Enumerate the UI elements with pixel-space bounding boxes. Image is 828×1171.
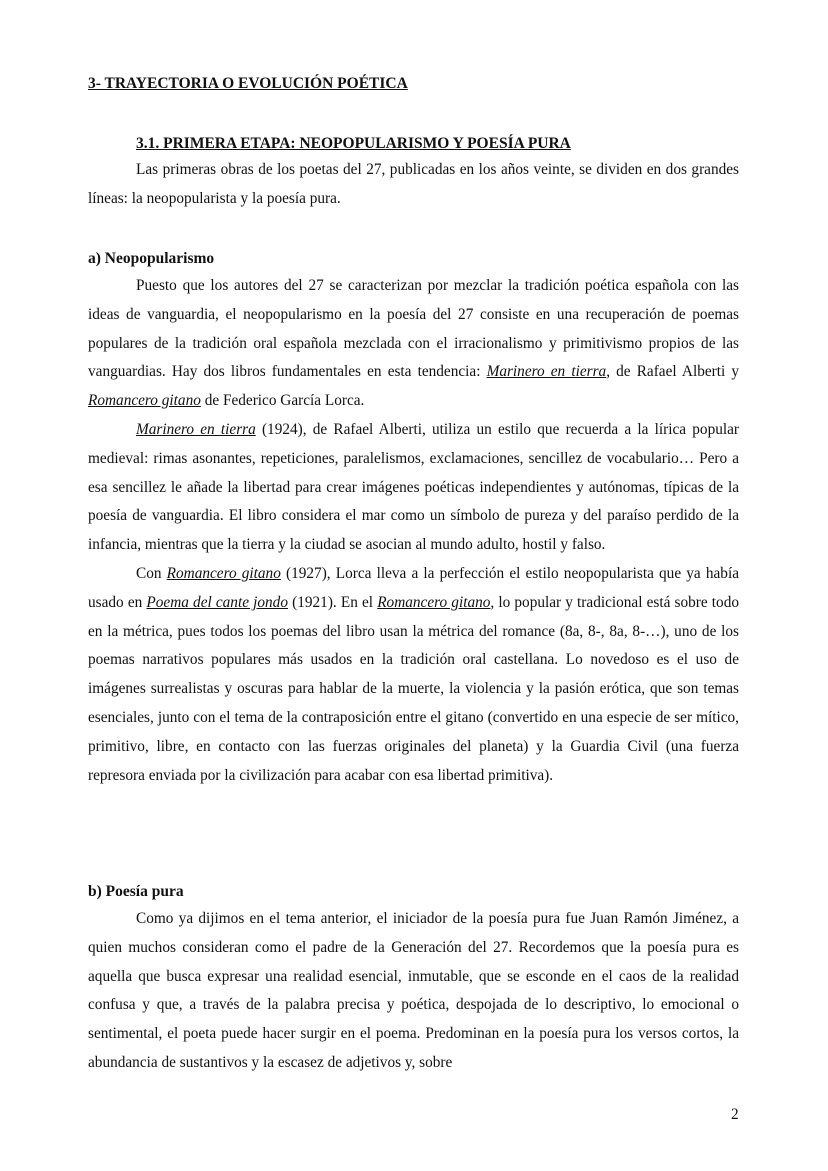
neo-p1-text: Puesto que los autores del 27 se caracterizan por mezclar la tradición poética española con las ideas de vanguardia, el neopopularismo en la poesía del 27 consiste en una recuperación de poemas populares de la tradición oral española mezclada con el irracionalismo y primitivismo propios de las vanguardias. Hay dos libros fundamentales en esta tendencia: xyxy=(88,277,739,381)
book-title-marinero: Marinero en tierra xyxy=(486,363,607,381)
neo-paragraph-3 xyxy=(88,560,739,790)
neo-p3-a: (1927), Lorca lleva a la perfección el estilo neopopularista que ya había usado en xyxy=(88,564,739,611)
intro-paragraph: Las primeras obras de los poetas del 27, publicadas en los años veinte, se dividen en dos grandes líneas: la neopopularista y la poesía pura. xyxy=(88,161,739,207)
poesia-pura-heading: b) Poesía pura xyxy=(88,883,184,900)
neopopularismo-body xyxy=(88,272,739,790)
book-title-marinero: Marinero en tierra xyxy=(136,420,256,438)
neo-p1-mid: , de Rafael Alberti y xyxy=(606,363,739,381)
subsection-title: 3.1. PRIMERA ETAPA: NEOPOPULARISMO Y POESÍA PURA xyxy=(136,135,571,152)
page-number: 2 xyxy=(731,1106,739,1123)
neopopularismo-heading: a) Neopopularismo xyxy=(88,250,215,267)
neo-p3-start: Con xyxy=(136,564,167,582)
book-title-romancero: Romancero gitano xyxy=(88,392,201,410)
neo-p1-end: de Federico García Lorca. xyxy=(200,392,365,410)
pura-paragraph-1: Como ya dijimos en el tema anterior, el iniciador de la poesía pura fue Juan Ramón Jiménez, a quien muchos consideran como el padre de la Generación del 27. Recordemos que la poesía pura es aquella que busca expresar una realidad esencial, inmutable, que se esconde en el caos de la realidad confusa y que, a través de la palabra precisa y poética, despojada de lo descriptivo, lo emocional o sentimental, el poeta puede hacer surgir en el poema. Predominan en la poesía pura los versos cortos, la abundancia de sustantivos y la escasez de adjetivos y, sobre xyxy=(88,910,739,1071)
neo-p3-c: , lo popular y tradicional está sobre todo en la métrica, pues todos los poemas del libro usan la métrica del romance (8a, 8-, 8a, 8-…), uno de los poemas narrativos populares más usados en la tradición oral castellana. Lo novedoso es el uso de imágenes surrealistas y oscuras para hablar de la muerte, la violencia y la pasión erótica, que son temas esenciales, junto con el tema de la contraposición entre el gitano (convertido en una especie de ser mítico, primitivo, libre, en contacto con las fuerzas originales del planeta) y la Guardia Civil (una fuerza represora enviada por la civilización para acabar con esa libertad primitiva). xyxy=(88,593,740,784)
intro-block xyxy=(88,156,739,214)
neo-paragraph-1 xyxy=(88,272,739,416)
neo-p3-b: (1921). En el xyxy=(287,593,378,611)
poesia-pura-body xyxy=(88,905,739,1078)
neo-p2-text: (1924), de Rafael Alberti, utiliza un estilo que recuerda a la lírica popular medieval: rimas asonantes, repeticiones, paralelismos, exclamaciones, sencillez de vocabulario… Pero a esa sencillez le añade la libertad para crear imágenes poéticas independientes y autónomas, típicas de la poesía de vanguardia. El libro considera el mar como un símbolo de pureza y del paraíso perdido de la infancia, mientras que la tierra y la ciudad se asocian al mundo adulto, hostil y falso. xyxy=(88,420,739,554)
section-title: 3- TRAYECTORIA O EVOLUCIÓN POÉTICA xyxy=(88,75,408,92)
neo-paragraph-2 xyxy=(88,416,739,560)
book-title-cante-jondo: Poema del cante jondo xyxy=(146,593,288,611)
book-title-romancero: Romancero gitano xyxy=(377,593,491,611)
book-title-romancero: Romancero gitano xyxy=(166,564,281,582)
